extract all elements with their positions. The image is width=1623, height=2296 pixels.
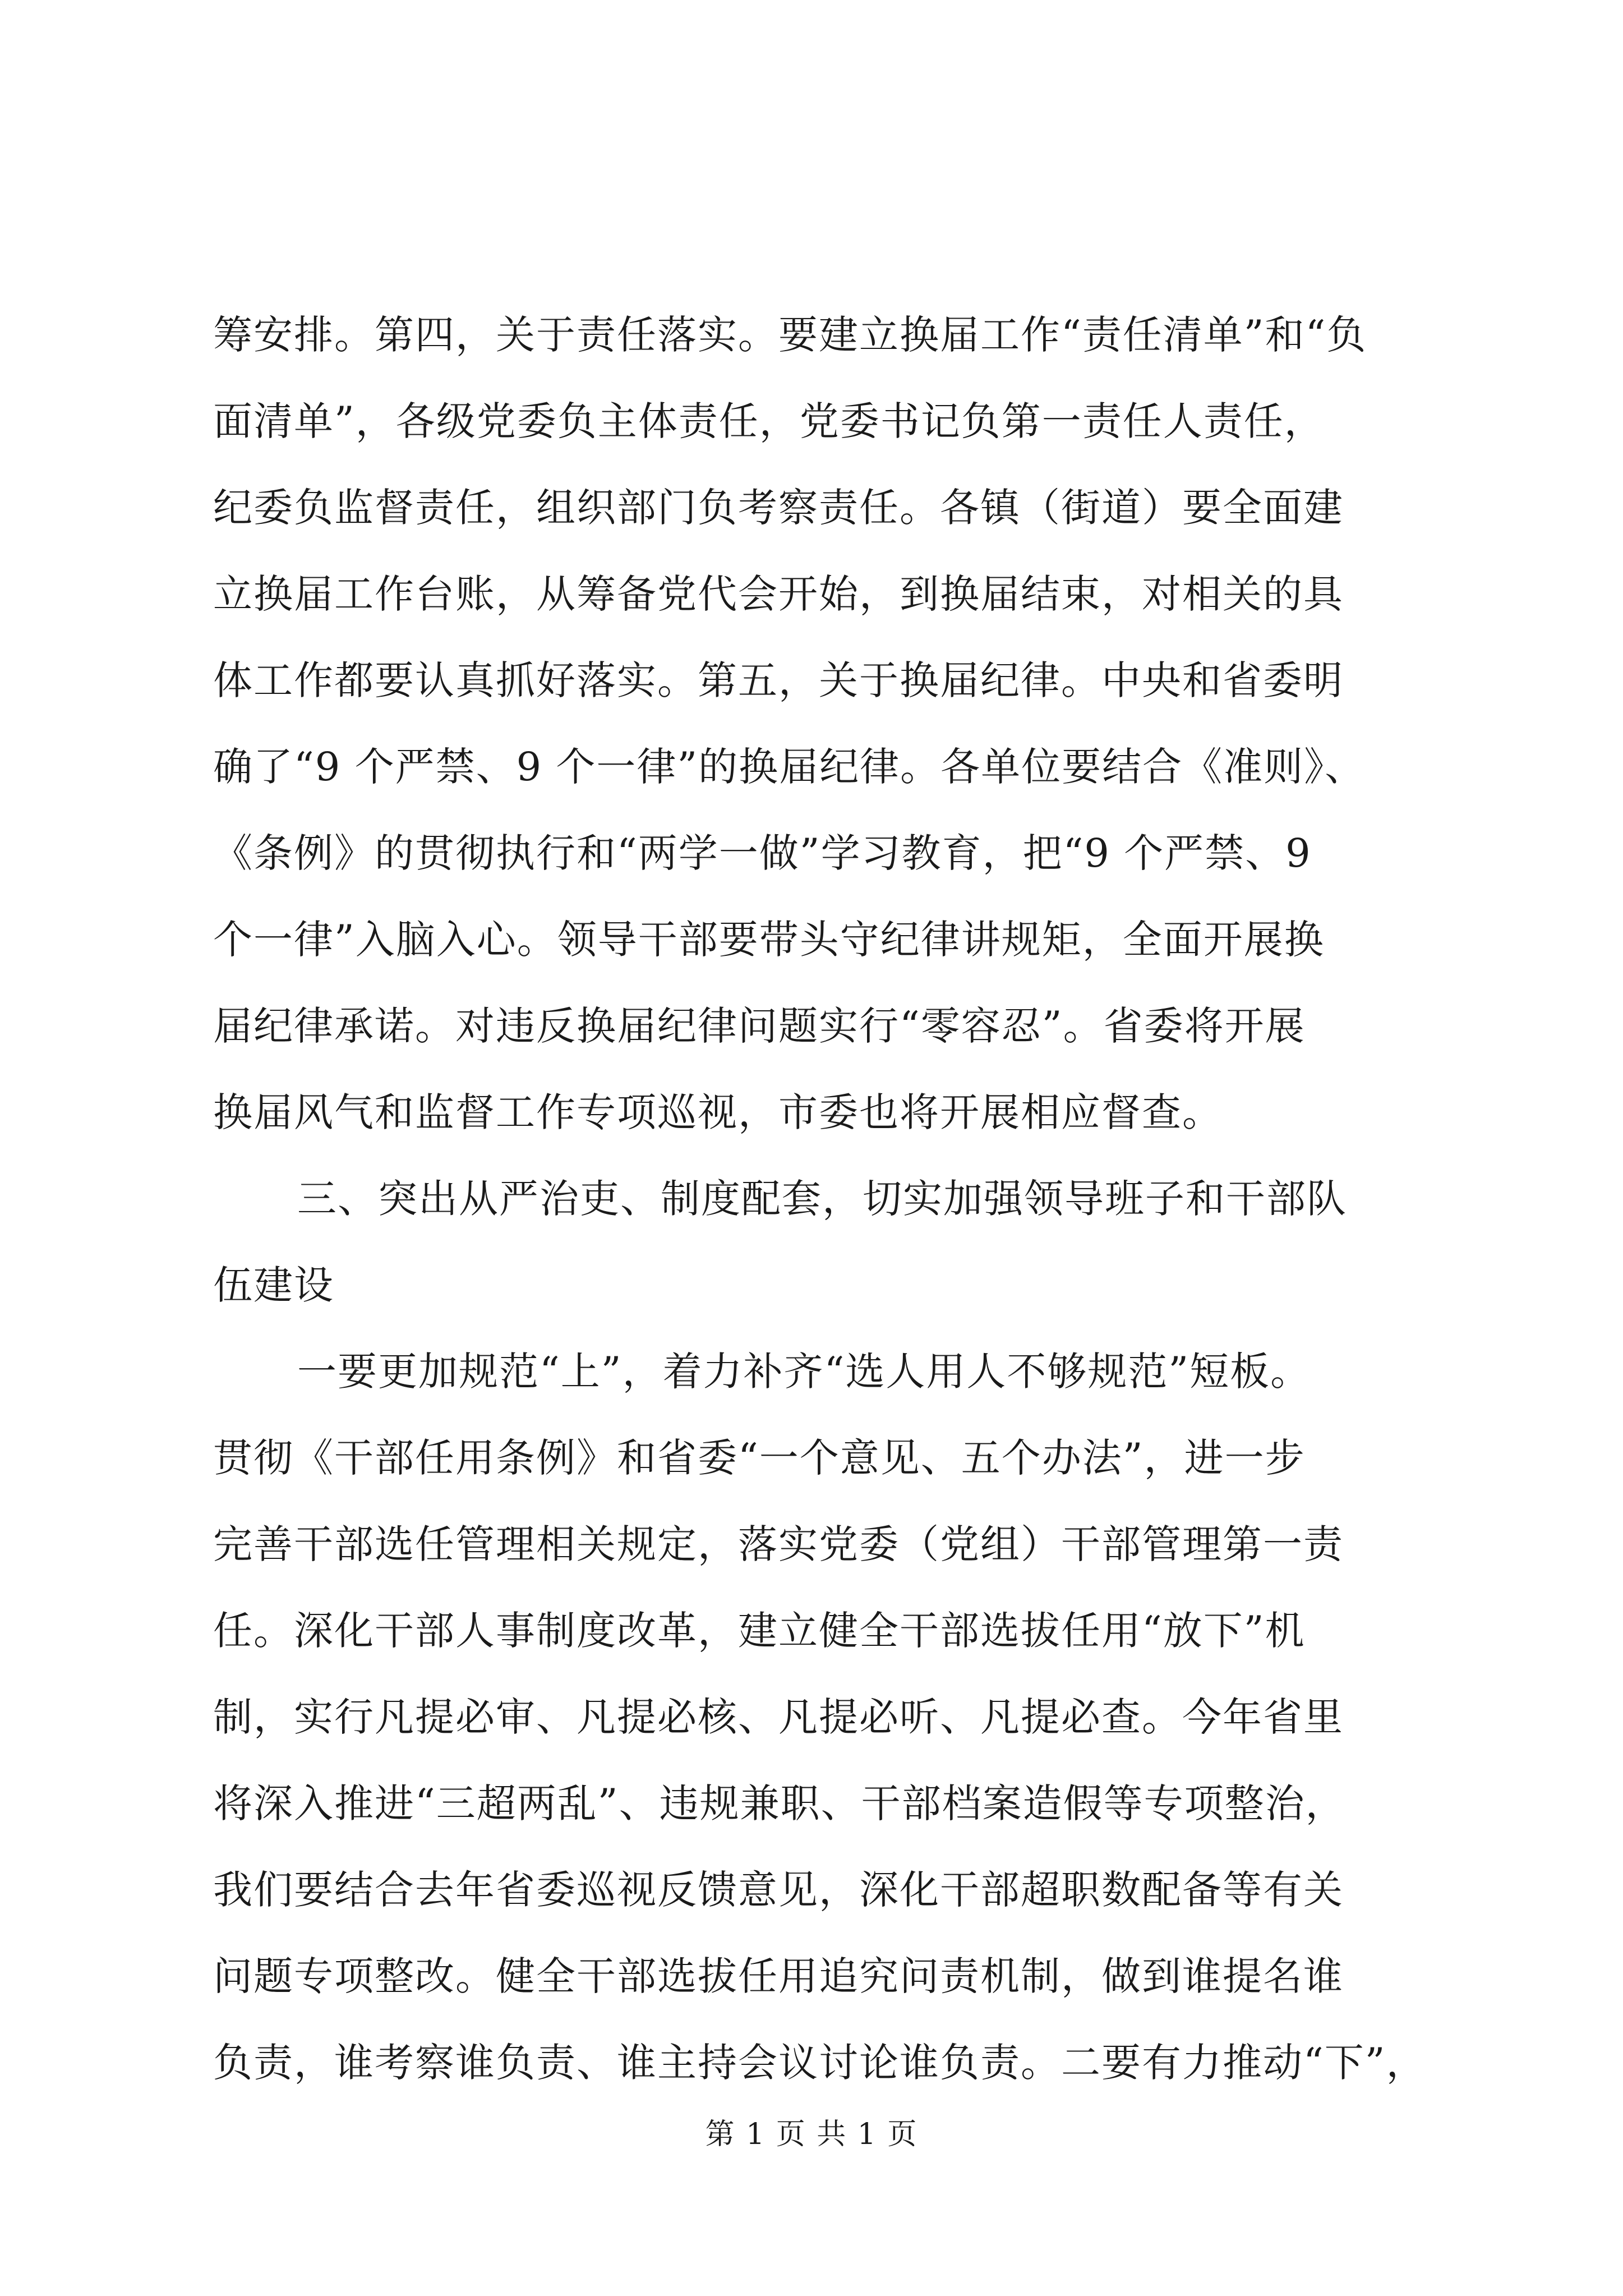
section-heading-line: 伍建设 [213, 1262, 334, 1308]
text-line: 确了“9 个严禁、9 个一律”的换届纪律。各单位要结合《准则》、 [213, 744, 1366, 790]
text-line: 换届风气和监督工作专项巡视，市委也将开展相应督查。 [213, 1089, 1223, 1135]
text-line: 立换届工作台账，从筹备党代会开始，到换届结束，对相关的具 [213, 571, 1344, 617]
text-line: 个一律”入脑入心。领导干部要带头守纪律讲规矩，全面开展换 [213, 917, 1325, 963]
text-line: 完善干部选任管理相关规定，落实党委（党组）干部管理第一责 [213, 1521, 1344, 1567]
text-line: 任。深化干部人事制度改革，建立健全干部选拔任用“放下”机 [213, 1608, 1306, 1654]
page-footer [0, 2118, 1623, 2151]
text-line: 贯彻《干部任用条例》和省委“一个意见、五个办法”，进一步 [213, 1435, 1306, 1481]
text-line: 届纪律承诺。对违反换届纪律问题实行“零容忍”。省委将开展 [213, 1003, 1306, 1049]
document-body [213, 292, 1427, 2106]
text-line: 制，实行凡提必审、凡提必核、凡提必听、凡提必查。今年省里 [213, 1694, 1344, 1740]
page-number-label: 第 1 页 共 1 页 [705, 2118, 918, 2151]
text-line: 《条例》的贯彻执行和“两学一做”学习教育，把“9 个严禁、9 [213, 830, 1312, 876]
text-line: 将深入推进“三超两乱”、违规兼职、干部档案造假等专项整治， [213, 1780, 1346, 1826]
text-line: 体工作都要认真抓好落实。第五，关于换届纪律。中央和省委明 [213, 657, 1344, 703]
text-line: 负责，谁考察谁负责、谁主持会议讨论谁负责。二要有力推动“下”， [213, 2040, 1427, 2086]
text-line: 纪委负监督责任，组织部门负考察责任。各镇（街道）要全面建 [213, 485, 1344, 531]
text-line: 筹安排。第四，关于责任落实。要建立换届工作“责任清单”和“负 [213, 312, 1367, 358]
section-heading-line: 三、突出从严治吏、制度配套，切实加强领导班子和干部队 [297, 1176, 1347, 1222]
text-line: 一要更加规范“上”，着力补齐“选人用人不够规范”短板。 [297, 1349, 1311, 1395]
text-line: 问题专项整改。健全干部选拔任用追究问责机制，做到谁提名谁 [213, 1953, 1344, 1999]
text-line: 我们要结合去年省委巡视反馈意见，深化干部超职数配备等有关 [213, 1867, 1344, 1913]
text-line: 面清单”，各级党委负主体责任，党委书记负第一责任人责任， [213, 398, 1325, 444]
